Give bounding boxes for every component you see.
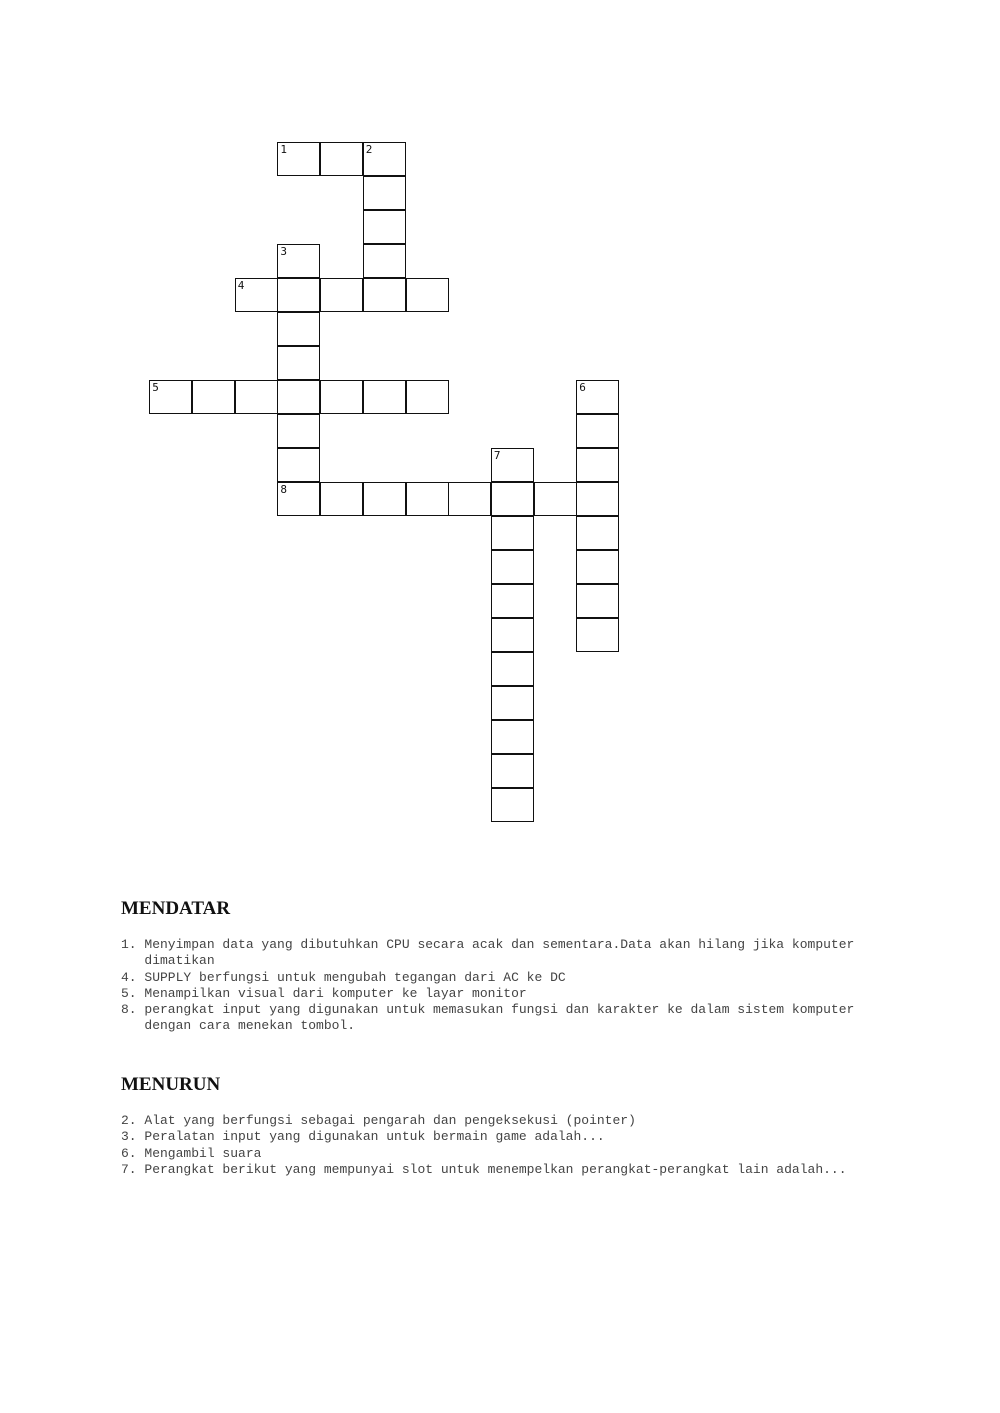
crossword-cell[interactable] (576, 550, 619, 584)
across-heading: MENDATAR (121, 898, 231, 919)
crossword-cell[interactable] (576, 414, 619, 448)
crossword-cell[interactable] (277, 346, 320, 380)
crossword-cell[interactable] (277, 380, 320, 414)
crossword-cell[interactable] (235, 380, 278, 414)
clue-number: 1 (280, 143, 288, 156)
crossword-cell[interactable] (448, 482, 491, 516)
crossword-cell[interactable] (320, 142, 363, 176)
crossword-cell[interactable] (491, 754, 534, 788)
crossword-cell[interactable] (406, 380, 449, 414)
clue-number: 3 (280, 245, 288, 258)
crossword-cell[interactable] (363, 482, 406, 516)
down-clue: 3. Peralatan input yang digunakan untuk bermain game adalah... (121, 1129, 605, 1145)
crossword-cell[interactable] (277, 312, 320, 346)
crossword-cell[interactable] (192, 380, 235, 414)
crossword-cell[interactable] (491, 482, 534, 516)
crossword-cell-8[interactable] (277, 482, 320, 516)
crossword-cell-4[interactable] (235, 278, 278, 312)
crossword-cell[interactable] (491, 516, 534, 550)
crossword-cell[interactable] (576, 584, 619, 618)
crossword-cell[interactable] (491, 584, 534, 618)
across-clue-list (121, 937, 881, 1035)
crossword-cell[interactable] (576, 448, 619, 482)
crossword-cell-3[interactable] (277, 244, 320, 278)
crossword-cell[interactable] (277, 278, 320, 312)
crossword-cell[interactable] (277, 448, 320, 482)
crossword-cell[interactable] (277, 414, 320, 448)
crossword-cell[interactable] (363, 380, 406, 414)
crossword-cell[interactable] (491, 652, 534, 686)
clue-number: 8 (280, 483, 288, 496)
clue-number: 4 (237, 279, 245, 292)
crossword-cell[interactable] (406, 482, 449, 516)
crossword-cell-5[interactable] (149, 380, 192, 414)
crossword-cell[interactable] (363, 244, 406, 278)
crossword-cell[interactable] (491, 720, 534, 754)
crossword-cell[interactable] (491, 686, 534, 720)
crossword-cell[interactable] (320, 482, 363, 516)
crossword-cell[interactable] (576, 482, 619, 516)
crossword-cell[interactable] (491, 788, 534, 822)
crossword-cell[interactable] (576, 516, 619, 550)
across-clue: 1. Menyimpan data yang dibutuhkan CPU secara acak dan sementara.Data akan hilang jika komputer dimatikan (121, 937, 855, 969)
across-clue: 4. SUPPLY berfungsi untuk mengubah tegangan dari AC ke DC (121, 969, 566, 985)
down-clue-list (121, 1113, 881, 1178)
crossword-cell-7[interactable] (491, 448, 534, 482)
clue-number: 5 (152, 381, 159, 394)
crossword-cell[interactable] (363, 176, 406, 210)
across-clue: 8. perangkat input yang digunakan untuk memasukan fungsi dan karakter ke dalam sistem komputer dengan cara menekan tombol. (121, 1002, 855, 1034)
crossword-cell[interactable] (320, 380, 363, 414)
crossword-cell[interactable] (363, 210, 406, 244)
crossword-cell[interactable] (320, 278, 363, 312)
crossword-cell[interactable] (576, 618, 619, 652)
crossword-cell-6[interactable] (576, 380, 619, 414)
clue-number: 7 (493, 449, 501, 462)
clue-number: 2 (365, 143, 373, 156)
down-clue: 6. Mengambil suara (121, 1145, 262, 1161)
down-clue: 2. Alat yang berfungsi sebagai pengarah dan pengeksekusi (pointer) (121, 1113, 636, 1128)
across-clue: 5. Menampilkan visual dari komputer ke layar monitor (121, 985, 527, 1001)
crossword-cell-2[interactable] (363, 142, 406, 176)
crossword-cell[interactable] (406, 278, 449, 312)
crossword-cell-1[interactable] (277, 142, 320, 176)
down-heading: MENURUN (121, 1074, 221, 1095)
crossword-cell[interactable] (363, 278, 406, 312)
crossword-cell[interactable] (491, 618, 534, 652)
down-clue: 7. Perangkat berikut yang mempunyai slot untuk menempelkan perangkat-perangkat lain adalah... (121, 1161, 847, 1177)
crossword-cell[interactable] (534, 482, 577, 516)
crossword-cell[interactable] (491, 550, 534, 584)
clue-number: 6 (579, 381, 586, 394)
